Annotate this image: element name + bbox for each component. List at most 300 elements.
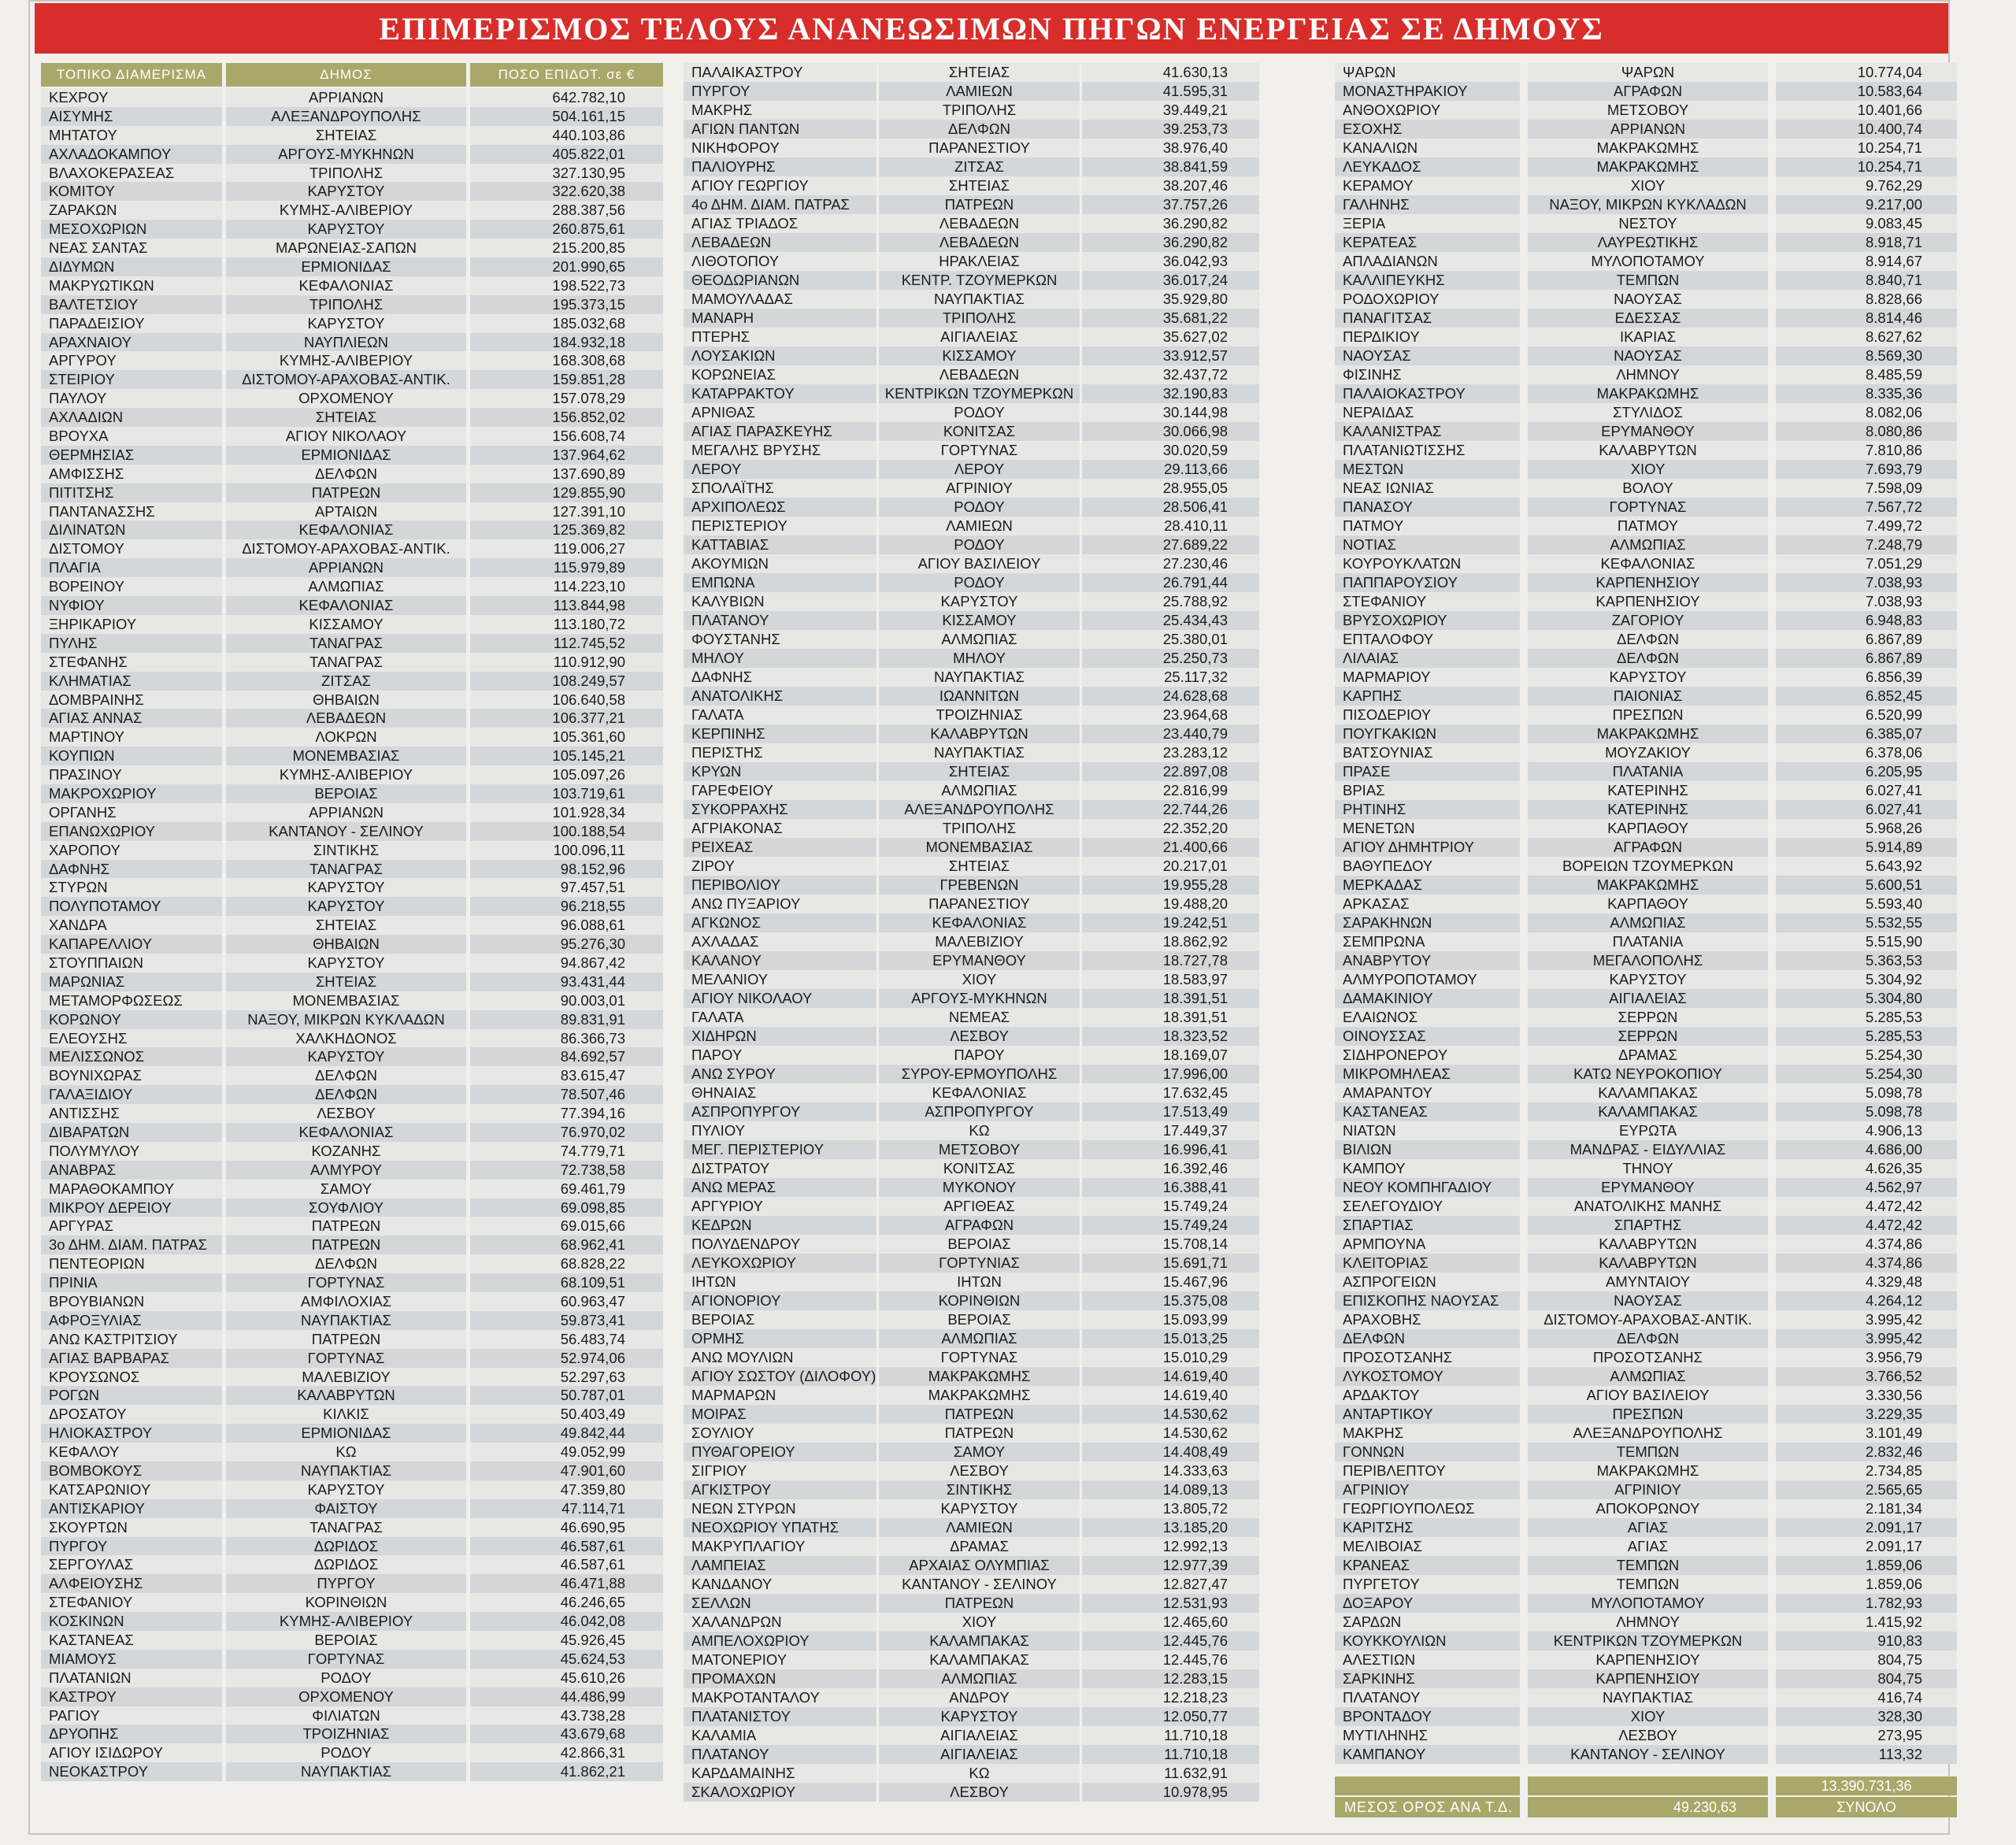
amount-cell: 36.017,24 <box>1082 271 1259 290</box>
local-district-cell: ΑΓΙΟΥ ΓΕΩΡΓΙΟΥ <box>684 176 876 195</box>
local-district-cell: ΜΑΡΜΑΡΙΟΥ <box>1335 668 1520 687</box>
table-row <box>1335 1140 1961 1159</box>
local-district-cell: ΒΡΙΑΣ <box>1335 781 1520 800</box>
municipality-cell: ΚΕΦΑΛΟΝΙΑΣ <box>226 521 466 539</box>
municipality-cell: ΛΑΜΙΕΩΝ <box>879 1518 1080 1537</box>
amount-cell: 47.359,80 <box>470 1480 663 1499</box>
municipality-cell: ΚΑΡΥΣΤΟΥ <box>226 878 466 897</box>
municipality-cell: ΜΥΛΟΠΟΤΑΜΟΥ <box>1528 252 1768 271</box>
local-district-cell: ΑΡΧΙΠΟΛΕΩΣ <box>684 498 876 517</box>
table-row <box>684 1764 1258 1783</box>
local-district-cell: ΒΟΥΝΙΧΩΡΑΣ <box>41 1066 222 1085</box>
municipality-cell: ΤΡΙΠΟΛΗΣ <box>879 309 1080 328</box>
amount-cell: 6.520,99 <box>1776 706 1957 724</box>
municipality-cell: ΣΗΤΕΙΑΣ <box>879 63 1080 82</box>
local-district-cell: ΚΑΡΙΤΣΗΣ <box>1335 1518 1520 1537</box>
municipality-cell: ΑΓΙΑΣ <box>1528 1537 1768 1556</box>
municipality-cell: ΛΕΒΑΔΕΩΝ <box>879 214 1080 233</box>
amount-cell: 4.374,86 <box>1776 1254 1957 1273</box>
amount-cell: 3.330,56 <box>1776 1386 1957 1405</box>
local-district-cell: ΔΡΥΟΠΗΣ <box>41 1725 222 1743</box>
amount-cell: 7.038,93 <box>1776 573 1957 592</box>
municipality-cell: ΑΛΜΩΠΙΑΣ <box>226 577 466 596</box>
local-district-cell: ΨΑΡΩΝ <box>1335 63 1520 82</box>
table-row <box>684 271 1258 290</box>
municipality-cell: ΚΑΛΑΒΡΥΤΩΝ <box>226 1386 466 1405</box>
municipality-cell: ΜΑΚΡΑΚΩΜΗΣ <box>1528 876 1768 895</box>
municipality-cell: ΡΟΔΟΥ <box>879 573 1080 592</box>
amount-cell: 5.593,40 <box>1776 895 1957 913</box>
municipality-cell: ΑΛΜΩΠΙΑΣ <box>1528 913 1768 932</box>
local-district-cell: ΣΠΑΡΤΙΑΣ <box>1335 1216 1520 1235</box>
municipality-cell: ΕΡΥΜΑΝΘΟΥ <box>879 951 1080 970</box>
amount-cell: 33.912,57 <box>1082 346 1259 365</box>
table-row <box>684 535 1258 554</box>
table-row <box>1335 1462 1961 1480</box>
table-row <box>1335 743 1961 762</box>
amount-cell: 41.630,13 <box>1082 63 1259 82</box>
table-row <box>1335 1008 1961 1027</box>
local-district-cell: ΣΟΥΛΙΟΥ <box>684 1424 876 1443</box>
amount-cell: 93.431,44 <box>470 973 663 991</box>
table-row <box>41 954 663 973</box>
table-row <box>684 1291 1258 1310</box>
local-district-cell: ΝΕΟΧΩΡΙΟΥ ΥΠΑΤΗΣ <box>684 1518 876 1537</box>
table-row <box>684 384 1258 403</box>
amount-cell: 23.440,79 <box>1082 724 1259 743</box>
table-row <box>684 1084 1258 1102</box>
table-row <box>1335 535 1961 554</box>
amount-cell: 1.415,92 <box>1776 1613 1957 1632</box>
table-row <box>1335 101 1961 120</box>
table-row <box>41 1047 663 1066</box>
table-row <box>41 1349 663 1368</box>
amount-cell: 10.254,71 <box>1776 139 1957 157</box>
amount-cell: 10.400,74 <box>1776 120 1957 139</box>
municipality-cell: ΝΑΥΠΑΚΤΙΑΣ <box>1528 1688 1768 1707</box>
local-district-cell: ΕΠΙΣΚΟΠΗΣ ΝΑΟΥΣΑΣ <box>1335 1291 1520 1310</box>
amount-cell: 15.708,14 <box>1082 1235 1259 1254</box>
amount-cell: 6.948,83 <box>1776 611 1957 630</box>
municipality-cell: ΔΕΛΦΩΝ <box>1528 649 1768 668</box>
amount-cell: 105.097,26 <box>470 765 663 784</box>
amount-cell: 46.587,61 <box>470 1555 663 1574</box>
table-row <box>41 1480 663 1499</box>
municipality-cell: ΝΑΥΠΑΚΤΙΑΣ <box>226 1762 466 1781</box>
municipality-cell: ΚΑΛΑΒΡΥΤΩΝ <box>1528 1254 1768 1273</box>
local-district-cell: ΜΗΤΑΤΟΥ <box>41 126 222 145</box>
amount-cell: 19.488,20 <box>1082 895 1259 913</box>
municipality-cell: ΕΔΕΣΣΑΣ <box>1528 309 1768 328</box>
municipality-cell: ΔΡΑΜΑΣ <box>879 1537 1080 1556</box>
amount-cell: 14.530,62 <box>1082 1424 1259 1443</box>
municipality-cell: ΠΛΑΤΑΝΙΑ <box>1528 932 1768 951</box>
local-district-cell: ΑΝΑΤΟΛΙΚΗΣ <box>684 687 876 706</box>
amount-cell: 17.449,37 <box>1082 1121 1259 1140</box>
table-row <box>1335 1575 1961 1594</box>
local-district-cell: ΑΓΙΟΥ ΔΗΜΗΤΡΙΟΥ <box>1335 838 1520 857</box>
amount-cell: 215.200,85 <box>470 239 663 257</box>
table-row <box>1335 139 1961 157</box>
local-district-cell: ΚΑΝΑΛΙΩΝ <box>1335 139 1520 157</box>
amount-cell: 7.598,09 <box>1776 479 1957 498</box>
amount-cell: 29.113,66 <box>1082 460 1259 479</box>
table-row <box>41 1180 663 1199</box>
table-row <box>1335 1235 1961 1254</box>
local-district-cell: ΧΑΛΑΝΔΡΩΝ <box>684 1613 876 1632</box>
local-district-cell: ΠΑΤΜΟΥ <box>1335 517 1520 535</box>
local-district-cell: ΔΑΜΑΚΙΝΙΟΥ <box>1335 989 1520 1008</box>
municipality-cell: ΑΙΓΙΑΛΕΙΑΣ <box>879 328 1080 346</box>
municipality-cell: ΣΗΤΕΙΑΣ <box>226 408 466 427</box>
municipality-cell: ΙΗΤΩΝ <box>879 1273 1080 1291</box>
local-district-cell: ΑΓΙΑΣ ΤΡΙΑΔΟΣ <box>684 214 876 233</box>
amount-cell: 16.392,46 <box>1082 1159 1259 1178</box>
local-district-cell: ΓΑΡΕΦΕΙΟΥ <box>684 781 876 800</box>
amount-cell: 68.828,22 <box>470 1254 663 1273</box>
amount-cell: 10.774,04 <box>1776 63 1957 82</box>
table-row <box>1335 876 1961 895</box>
local-district-cell: ΠΑΠΠΑΡΟΥΣΙΟΥ <box>1335 573 1520 592</box>
amount-cell: 6.867,89 <box>1776 630 1957 649</box>
municipality-cell: ΛΑΜΙΕΩΝ <box>879 82 1080 101</box>
local-district-cell: ΚΟΜΙΤΟΥ <box>41 182 222 201</box>
local-district-cell: ΜΙΑΜΟΥΣ <box>41 1650 222 1669</box>
table-row <box>1335 460 1961 479</box>
amount-cell: 195.373,15 <box>470 295 663 314</box>
amount-cell: 18.583,97 <box>1082 970 1259 989</box>
municipality-cell: ΓΟΡΤΥΝΑΣ <box>226 1273 466 1292</box>
local-district-cell: ΠΡΟΜΑΧΩΝ <box>684 1669 876 1688</box>
amount-cell: 12.445,76 <box>1082 1650 1259 1669</box>
table-row <box>41 1161 663 1180</box>
table-row <box>41 878 663 897</box>
municipality-cell: ΑΓΙΟΥ ΒΑΣΙΛΕΙΟΥ <box>879 554 1080 573</box>
local-district-cell: ΖΑΡΑΚΩΝ <box>41 201 222 220</box>
municipality-cell: ΠΑΤΡΕΩΝ <box>226 1330 466 1349</box>
local-district-cell: ΚΕΧΡΟΥ <box>41 88 222 107</box>
local-district-cell: ΡΟΓΩΝ <box>41 1386 222 1405</box>
local-district-cell: ΣΕΡΓΟΥΛΑΣ <box>41 1555 222 1574</box>
local-district-cell: ΠΥΘΑΓΟΡΕΙΟΥ <box>684 1443 876 1462</box>
municipality-cell: ΚΑΡΠΕΝΗΣΙΟΥ <box>1528 1650 1768 1669</box>
local-district-cell: ΑΜΑΡΑΝΤΟΥ <box>1335 1084 1520 1102</box>
table-row <box>41 558 663 577</box>
amount-cell: 22.352,20 <box>1082 819 1259 838</box>
municipality-cell: ΝΑΟΥΣΑΣ <box>1528 290 1768 309</box>
amount-cell: 11.632,91 <box>1082 1764 1259 1783</box>
local-district-cell: ΦΟΥΣΤΑΝΗΣ <box>684 630 876 649</box>
amount-cell: 8.814,46 <box>1776 309 1957 328</box>
table-row <box>41 1706 663 1725</box>
municipality-cell: ΛΕΣΒΟΥ <box>1528 1726 1768 1745</box>
table-row <box>684 932 1258 951</box>
municipality-cell: ΓΟΡΤΥΝΑΣ <box>1528 498 1768 517</box>
table-row <box>41 408 663 427</box>
amount-cell: 11.710,18 <box>1082 1745 1259 1764</box>
table-row <box>41 370 663 389</box>
municipality-cell: ΤΡΟΙΖΗΝΙΑΣ <box>879 706 1080 724</box>
municipality-cell: ΚΕΦΑΛΟΝΙΑΣ <box>226 1123 466 1142</box>
local-district-cell: ΚΕΡΑΤΕΑΣ <box>1335 233 1520 252</box>
table-row <box>1335 176 1961 195</box>
local-district-cell: ΚΛΕΙΤΟΡΙΑΣ <box>1335 1254 1520 1273</box>
table-row <box>684 403 1258 422</box>
table-row <box>41 728 663 747</box>
amount-cell: 8.335,36 <box>1776 384 1957 403</box>
municipality-cell: ΙΚΑΡΙΑΣ <box>1528 328 1768 346</box>
table-row <box>41 1199 663 1217</box>
municipality-cell: ΧΙΟΥ <box>879 1613 1080 1632</box>
table-row <box>1335 1197 1961 1216</box>
local-district-cell: ΠΤΕΡΗΣ <box>684 328 876 346</box>
local-district-cell: ΛΙΛΑΙΑΣ <box>1335 649 1520 668</box>
municipality-cell: ΚΑΡΠΕΝΗΣΙΟΥ <box>1528 592 1768 611</box>
municipality-cell: ΜΑΚΡΑΚΩΜΗΣ <box>1528 724 1768 743</box>
municipality-cell: ΚΑΝΤΑΝΟΥ - ΣΕΛΙΝΟΥ <box>1528 1745 1768 1764</box>
local-district-cell: ΜΕΓΑΛΗΣ ΒΡΥΣΗΣ <box>684 441 876 460</box>
amount-cell: 5.304,80 <box>1776 989 1957 1008</box>
amount-cell: 10.583,64 <box>1776 82 1957 101</box>
table-row <box>1335 346 1961 365</box>
municipality-cell: ΤΑΝΑΓΡΑΣ <box>226 653 466 672</box>
total-label: ΣΥΝΟΛΟ <box>1776 1797 1957 1817</box>
municipality-cell: ΚΑΡΥΣΤΟΥ <box>226 897 466 916</box>
table-row <box>684 1405 1258 1424</box>
local-district-cell: ΝΙΚΗΦΟΡΟΥ <box>684 139 876 157</box>
municipality-cell: ΚΑΡΠΕΝΗΣΙΟΥ <box>1528 573 1768 592</box>
local-district-cell: ΠΑΝΑΓΙΤΣΑΣ <box>1335 309 1520 328</box>
municipality-cell: ΑΜΥΝΤΑΙΟΥ <box>1528 1273 1768 1291</box>
table-row <box>1335 554 1961 573</box>
local-district-cell: ΑΚΟΥΜΙΩΝ <box>684 554 876 573</box>
amount-cell: 17.513,49 <box>1082 1102 1259 1121</box>
local-district-cell: ΑΡΓΥΡΙΟΥ <box>684 1197 876 1216</box>
municipality-cell: ΜΕΓΑΛΟΠΟΛΗΣ <box>1528 951 1768 970</box>
amount-cell: 156.852,02 <box>470 408 663 427</box>
municipality-cell: ΑΝΔΡΟΥ <box>879 1688 1080 1707</box>
local-district-cell: ΜΗΛΟΥ <box>684 649 876 668</box>
table-row <box>41 164 663 183</box>
amount-cell: 8.080,86 <box>1776 422 1957 441</box>
amount-cell: 45.624,53 <box>470 1650 663 1669</box>
municipality-cell: ΛΗΜΝΟΥ <box>1528 1613 1768 1632</box>
amount-cell: 5.532,55 <box>1776 913 1957 932</box>
municipality-cell: ΟΡΧΟΜΕΝΟΥ <box>226 1688 466 1706</box>
amount-cell: 18.323,52 <box>1082 1027 1259 1046</box>
local-district-cell: ΚΟΥΚΚΟΥΛΙΩΝ <box>1335 1632 1520 1650</box>
amount-cell: 12.977,39 <box>1082 1556 1259 1575</box>
municipality-cell: ΓΟΡΤΥΝΑΣ <box>879 441 1080 460</box>
amount-cell: 5.285,53 <box>1776 1008 1957 1027</box>
local-district-cell: ΑΝΑΒΡΑΣ <box>41 1161 222 1180</box>
table-row <box>41 1631 663 1650</box>
amount-cell: 36.042,93 <box>1082 252 1259 271</box>
local-district-cell: ΧΑΝΔΡΑ <box>41 916 222 935</box>
local-district-cell: ΑΣΠΡΟΠΥΡΓΟΥ <box>684 1102 876 1121</box>
table-row <box>684 1216 1258 1235</box>
local-district-cell: ΣΑΡΚΙΝΗΣ <box>1335 1669 1520 1688</box>
table-row <box>1335 517 1961 535</box>
municipality-cell: ΚΕΝΤΡ. ΤΖΟΥΜΕΡΚΩΝ <box>879 271 1080 290</box>
amount-cell: 7.810,86 <box>1776 441 1957 460</box>
amount-cell: 97.457,51 <box>470 878 663 897</box>
municipality-cell: ΚΥΜΗΣ-ΑΛΙΒΕΡΙΟΥ <box>226 1612 466 1631</box>
amount-cell: 35.929,80 <box>1082 290 1259 309</box>
table-row <box>41 427 663 446</box>
municipality-cell: ΚΙΛΚΙΣ <box>226 1405 466 1424</box>
local-district-cell: ΚΡΑΝΕΑΣ <box>1335 1556 1520 1575</box>
table-row <box>41 1743 663 1762</box>
amount-cell: 18.169,07 <box>1082 1046 1259 1065</box>
amount-cell: 52.297,63 <box>470 1368 663 1387</box>
table-row <box>684 611 1258 630</box>
table-row <box>41 201 663 220</box>
municipality-cell: ΔΕΛΦΩΝ <box>226 1066 466 1085</box>
municipality-cell: ΚΕΦΑΛΟΝΙΑΣ <box>879 1084 1080 1102</box>
table-body-2 <box>684 63 1258 1802</box>
municipality-cell: ΠΑΤΡΕΩΝ <box>879 1405 1080 1424</box>
local-district-cell: ΒΟΡΕΙΝΟΥ <box>41 577 222 596</box>
amount-cell: 43.738,28 <box>470 1706 663 1725</box>
local-district-cell: ΔΕΛΦΩΝ <box>1335 1329 1520 1348</box>
table-row <box>41 1424 663 1443</box>
table-row <box>41 1104 663 1123</box>
amount-cell: 8.082,06 <box>1776 403 1957 422</box>
municipality-cell: ΔΕΛΦΩΝ <box>226 465 466 483</box>
table-row <box>684 1462 1258 1480</box>
local-district-cell: ΚΑΛΥΒΙΩΝ <box>684 592 876 611</box>
amount-cell: 15.010,29 <box>1082 1348 1259 1367</box>
table-row <box>1335 1594 1961 1613</box>
table-row <box>41 314 663 333</box>
table-row <box>684 573 1258 592</box>
municipality-cell: ΛΕΣΒΟΥ <box>879 1027 1080 1046</box>
local-district-cell: ΑΡΚΑΣΑΣ <box>1335 895 1520 913</box>
municipality-cell: ΡΟΔΟΥ <box>226 1743 466 1762</box>
local-district-cell: ΑΠΛΑΔΙΑΝΩΝ <box>1335 252 1520 271</box>
amount-cell: 13.805,72 <box>1082 1499 1259 1518</box>
header-amount: ΠΟΣΟ ΕΠΙΔΟΤ. σε € <box>470 63 663 87</box>
local-district-cell: ΕΛΕΟΥΣΗΣ <box>41 1029 222 1048</box>
table-row <box>1335 1348 1961 1367</box>
local-district-cell: ΡΟΔΟΧΩΡΙΟΥ <box>1335 290 1520 309</box>
amount-cell: 90.003,01 <box>470 991 663 1010</box>
local-district-cell: ΓΑΛΑΤΑ <box>684 706 876 724</box>
local-district-cell: ΜΙΚΡΟΜΗΛΕΑΣ <box>1335 1065 1520 1084</box>
local-district-cell: ΑΝΑΒΡΥΤΟΥ <box>1335 951 1520 970</box>
local-district-cell: ΛΟΥΣΑΚΙΩΝ <box>684 346 876 365</box>
amount-cell: 21.400,66 <box>1082 838 1259 857</box>
amount-cell: 45.926,45 <box>470 1631 663 1650</box>
table-row <box>684 1688 1258 1707</box>
table-body-3 <box>1335 63 1961 1764</box>
municipality-cell: ΖΙΤΣΑΣ <box>226 672 466 691</box>
table-row <box>41 1010 663 1029</box>
amount-cell: 327.130,95 <box>470 164 663 183</box>
table-row <box>41 577 663 596</box>
table-row <box>41 351 663 370</box>
table-row <box>41 935 663 954</box>
local-district-cell: ΣΕΜΠΡΩΝΑ <box>1335 932 1520 951</box>
local-district-cell: ΚΑΝΔΑΝΟΥ <box>684 1575 876 1594</box>
table-row <box>684 1159 1258 1178</box>
table-row <box>1335 1102 1961 1121</box>
municipality-cell: ΔΩΡΙΔΟΣ <box>226 1555 466 1574</box>
amount-cell: 3.995,42 <box>1776 1329 1957 1348</box>
municipality-cell: ΜΕΤΣΟΒΟΥ <box>879 1140 1080 1159</box>
amount-cell: 3.995,42 <box>1776 1310 1957 1329</box>
amount-cell: 41.862,21 <box>470 1762 663 1781</box>
table-row <box>684 800 1258 819</box>
amount-cell: 4.329,48 <box>1776 1273 1957 1291</box>
amount-cell: 47.901,60 <box>470 1462 663 1480</box>
amount-cell: 41.595,31 <box>1082 82 1259 101</box>
table-row <box>684 176 1258 195</box>
table-row <box>684 1556 1258 1575</box>
local-district-cell: ΝΕΟΥ ΚΟΜΠΗΓΑΔΙΟΥ <box>1335 1178 1520 1197</box>
amount-cell: 59.873,41 <box>470 1311 663 1330</box>
municipality-cell: ΚΑΡΥΣΤΟΥ <box>226 1047 466 1066</box>
amount-cell: 115.979,89 <box>470 558 663 577</box>
table-row <box>41 1462 663 1480</box>
local-district-cell: ΑΓΡΙΝΙΟΥ <box>1335 1480 1520 1499</box>
table-row <box>684 101 1258 120</box>
local-district-cell: ΔΑΦΝΗΣ <box>41 860 222 879</box>
municipality-cell: ΚΑΛΑΜΠΑΚΑΣ <box>879 1632 1080 1650</box>
table-row <box>41 1669 663 1688</box>
local-district-cell: ΛΙΘΟΤΟΠΟΥ <box>684 252 876 271</box>
table-row <box>684 1254 1258 1273</box>
table-row <box>1335 1310 1961 1329</box>
table-row <box>41 1029 663 1048</box>
municipality-cell: ΑΛΕΞΑΝΔΡΟΥΠΟΛΗΣ <box>226 107 466 126</box>
local-district-cell: ΑΛΕΣΤΙΩΝ <box>1335 1650 1520 1669</box>
table-row <box>41 1123 663 1142</box>
table-row <box>684 120 1258 139</box>
local-district-cell: ΠΡΑΣΙΝΟΥ <box>41 765 222 784</box>
amount-cell: 100.188,54 <box>470 822 663 841</box>
local-district-cell: ΜΑΡΜΑΡΩΝ <box>684 1386 876 1405</box>
amount-cell: 47.114,71 <box>470 1499 663 1518</box>
local-district-cell: ΚΑΣΤΑΝΕΑΣ <box>41 1631 222 1650</box>
local-district-cell: ΑΦΡΟΞΥΛΙΑΣ <box>41 1311 222 1330</box>
amount-cell: 18.391,51 <box>1082 1008 1259 1027</box>
amount-cell: 7.248,79 <box>1776 535 1957 554</box>
local-district-cell: ΒΑΛΤΕΤΣΙΟΥ <box>41 295 222 314</box>
municipality-cell: ΛΕΒΑΔΕΩΝ <box>226 709 466 728</box>
municipality-cell: ΚΟΝΙΤΣΑΣ <box>879 422 1080 441</box>
table-row <box>41 615 663 634</box>
table-row <box>684 649 1258 668</box>
municipality-cell: ΕΡΜΙΟΝΙΔΑΣ <box>226 1424 466 1443</box>
municipality-cell: ΑΛΕΞΑΝΔΡΟΥΠΟΛΗΣ <box>1528 1424 1768 1443</box>
municipality-cell: ΔΕΛΦΩΝ <box>879 120 1080 139</box>
local-district-cell: ΚΑΜΠΑΝΟΥ <box>1335 1745 1520 1764</box>
municipality-cell: ΣΗΤΕΙΑΣ <box>879 762 1080 781</box>
table-row <box>1335 1084 1961 1102</box>
table-row <box>41 784 663 803</box>
amount-cell: 42.866,31 <box>470 1743 663 1762</box>
municipality-cell: ΤΡΟΙΖΗΝΙΑΣ <box>226 1725 466 1743</box>
local-district-cell: ΠΕΝΤΕΟΡΙΩΝ <box>41 1254 222 1273</box>
municipality-cell: ΝΑΥΠΑΚΤΙΑΣ <box>226 1311 466 1330</box>
table-row <box>41 521 663 539</box>
local-district-cell: ΚΑΛΛΙΠΕΥΚΗΣ <box>1335 271 1520 290</box>
local-district-cell: ΠΙΤΙΤΣΗΣ <box>41 483 222 502</box>
local-district-cell: ΠΡΟΣΟΤΣΑΝΗΣ <box>1335 1348 1520 1367</box>
table-row <box>684 328 1258 346</box>
